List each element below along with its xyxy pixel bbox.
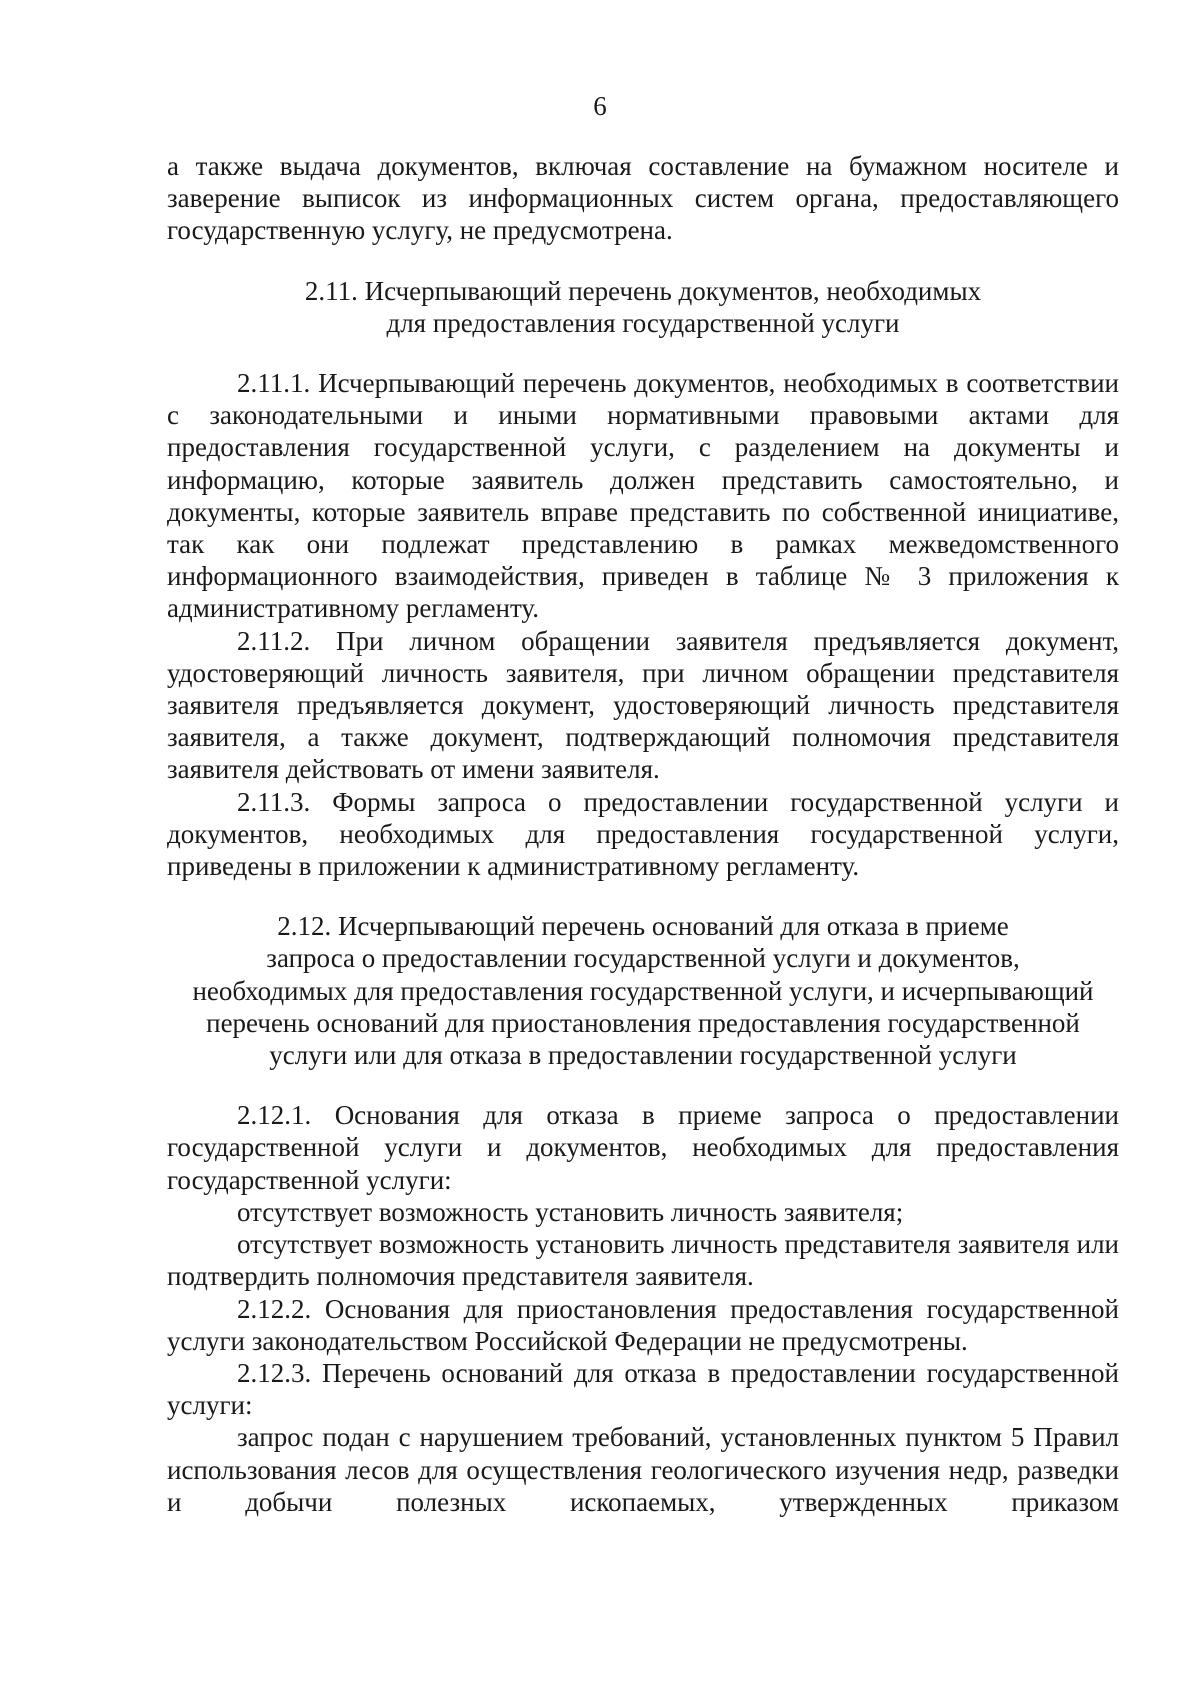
list-item: отсутствует возможность установить личность представителя заявителя или подтвердить полномочия представителя заявителя. bbox=[167, 1229, 1119, 1292]
section-2-12-heading-line: услуги или для отказа в предоставлении государственной услуги bbox=[269, 1040, 1017, 1071]
paragraph-2-12-2: 2.12.2. Основания для приостановления предоставления государственной услуги законодательством Российской Федерации не предусмотрены. bbox=[167, 1293, 1119, 1356]
section-2-11-heading-line: для предоставления государственной услуги bbox=[386, 307, 900, 338]
intro-paragraph: а также выдача документов, включая составление на бумажном носителе и заверение выписок из информационных систем органа, предоставляющего государственную услугу, не предусмотрена. bbox=[167, 151, 1119, 246]
document-body bbox=[167, 150, 1119, 1518]
paragraph-2-11-3: 2.11.3. Формы запроса о предоставлении государственной услуги и документов, необходимых для предоставления государственной услуги, приведены в приложении к административному регламенту. bbox=[167, 786, 1119, 882]
paragraph-2-11-1: 2.11.1. Исчерпывающий перечень документов, необходимых в соответствии с законодательными и иными нормативными правовыми актами для предоставления государственной услуги, с разделением на документы и информацию, которые заявитель должен представить самостоятельно, и документы, которые заявитель вправе представить по собственной инициативе, так как они подлежат представлению в рамках межведомственного информационного взаимодействия, приведен в таблице № 3 приложения к административному регламенту. bbox=[167, 368, 1119, 624]
paragraph-2-11-2: 2.11.2. При личном обращении заявителя предъявляется документ, удостоверяющий личность заявителя, при личном обращении представителя заявителя предъявляется документ, удостоверяющий личность представителя заявителя, а также документ, подтверждающий полномочия представителя заявителя действовать от имени заявителя. bbox=[167, 625, 1119, 785]
section-2-11-heading bbox=[167, 275, 1119, 339]
section-2-12-heading-line: необходимых для предоставления государственной услуги, и исчерпывающий bbox=[192, 975, 1094, 1006]
paragraph-2-12-3: 2.12.3. Перечень оснований для отказа в предоставлении государственной услуги: bbox=[167, 1357, 1119, 1421]
list-item: отсутствует возможность установить личность заявителя; bbox=[237, 1196, 904, 1227]
section-2-12-heading-line: запроса о предоставлении государственной услуги и документов, bbox=[266, 943, 1020, 974]
page-number: 6 bbox=[593, 91, 607, 121]
section-2-12-heading-line: 2.12. Исчерпывающий перечень оснований для отказа в приеме bbox=[277, 911, 1009, 942]
section-2-11-heading-line: 2.11. Исчерпывающий перечень документов, необходимых bbox=[304, 275, 982, 306]
section-2-12-heading bbox=[167, 910, 1119, 1071]
paragraph-2-12-1: 2.12.1. Основания для отказа в приеме запроса о предоставлении государственной услуги и документов, необходимых для предоставления государственной услуги: bbox=[167, 1100, 1119, 1195]
section-2-12-heading-line: перечень оснований для приостановления предоставления государственной bbox=[206, 1007, 1080, 1038]
list-item: запрос подан с нарушением требований, установленных пунктом 5 Правил использования лесов для осуществления геологического изучения недр, разведки и добычи полезных ископаемых, утвержденных приказом bbox=[167, 1422, 1119, 1517]
